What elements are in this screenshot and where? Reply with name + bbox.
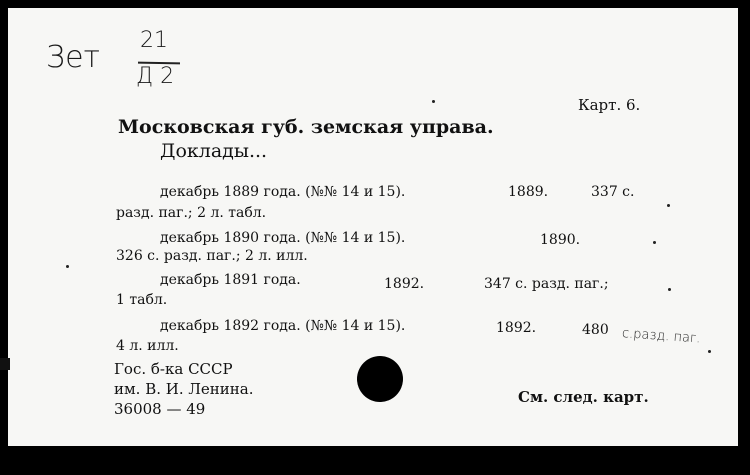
continuation-note: См. след. карт. (518, 388, 649, 406)
handwritten-code: Зет (46, 40, 101, 75)
entry-1-pages: 337 с. (591, 184, 635, 200)
card-number: Карт. 6. (578, 96, 641, 114)
entry-4-pages: 480 (582, 322, 609, 338)
entry-4-year: 1892. (496, 320, 537, 336)
library-stamp-line-2: им. В. И. Ленина. (114, 380, 254, 398)
library-stamp-line-3: 36008 — 49 (114, 400, 206, 418)
entry-1-details: разд. паг.; 2 л. табл. (116, 205, 267, 221)
handwritten-denominator: Д 2 (136, 64, 175, 89)
entry-1-period: декабрь 1889 года. (№№ 14 и 15). (160, 184, 406, 200)
speckle (668, 288, 671, 291)
entry-2-details: 326 с. разд. паг.; 2 л. илл. (116, 248, 308, 264)
speckle (432, 100, 435, 103)
title-heading: Доклады... (160, 140, 268, 162)
handwritten-numerator: 21 (140, 28, 168, 53)
entry-2-year: 1890. (540, 232, 581, 248)
speckle (66, 265, 69, 268)
entry-2-period: декабрь 1890 года. (№№ 14 и 15). (160, 230, 406, 246)
entry-4-period: декабрь 1892 года. (№№ 14 и 15). (160, 318, 406, 334)
entry-3-details: 1 табл. (116, 292, 168, 308)
entry-3-year: 1892. (384, 276, 425, 292)
scan-edge-mark (0, 358, 10, 370)
author-heading: Московская губ. земская управа. (118, 116, 494, 138)
entry-4-pages-handwritten: с.разд. паг. (621, 326, 701, 347)
entry-3-period: декабрь 1891 года. (160, 272, 301, 288)
library-stamp-line-1: Гос. б-ка СССР (114, 360, 233, 378)
entry-1-year: 1889. (508, 184, 549, 200)
card-punch-hole (357, 356, 403, 402)
speckle (653, 241, 656, 244)
speckle (667, 204, 670, 207)
entry-4-details: 4 л. илл. (116, 338, 179, 354)
entry-3-pages: 347 с. разд. паг.; (484, 276, 609, 292)
speckle (708, 350, 711, 353)
